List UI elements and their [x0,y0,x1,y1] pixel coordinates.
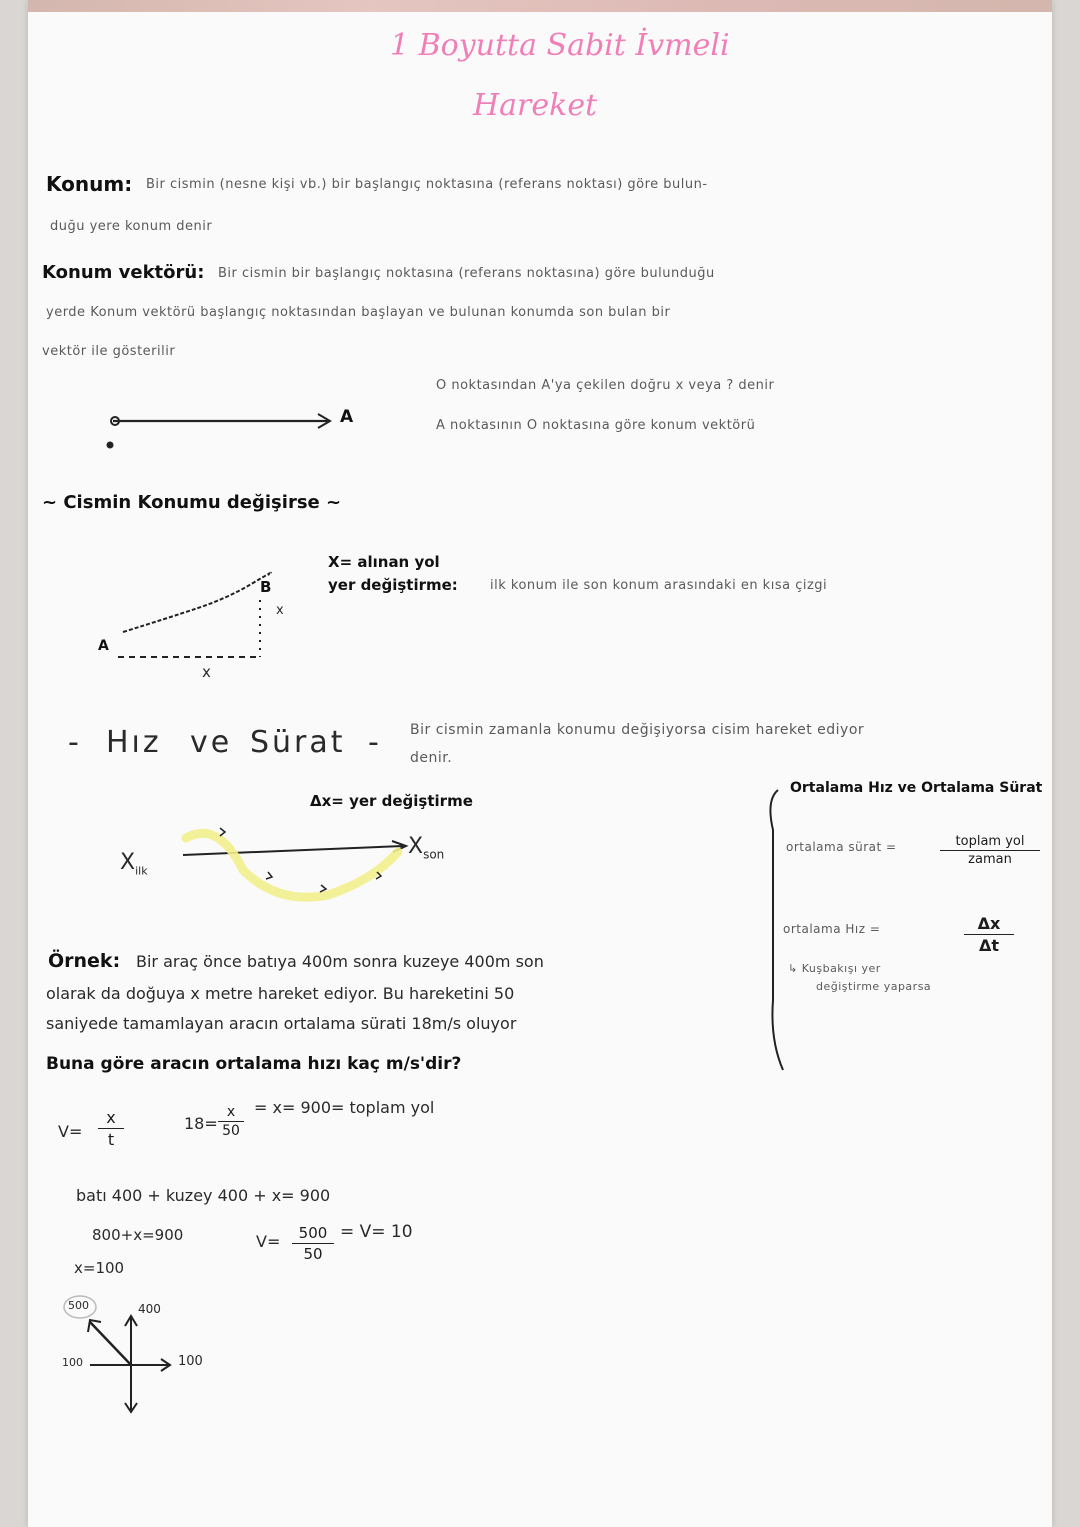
solution-v-fraction [98,1108,124,1149]
v2-denominator: 50 [303,1245,323,1263]
konum-vektoru-text-1: Bir cismin bir başlangıç noktasına (referans noktasına) göre bulunduğu [218,266,715,281]
konum-text-1: Bir cismin (nesne kişi vb.) bir başlangıç noktasına (referans noktası) göre bulun- [146,177,708,192]
vec-label-500: 500 [68,1299,89,1312]
ornek-label: Örnek: [48,950,121,972]
hiz-surat-word-3: Sürat [250,725,346,760]
x-son-sub: son [423,847,445,862]
ornek-line-3: saniyede tamamlayan aracın ortalama sürati 18m/s oluyor [46,1014,517,1033]
point-a-label: A [98,638,109,654]
ornek-question: Buna göre aracın ortalama hızı kaç m/s'dir? [46,1054,462,1074]
x-equals-text: X= alınan yol [328,553,440,571]
point-b-label: B [260,578,272,596]
yer-degistirme-label: yer değiştirme: [328,576,458,594]
page-subtitle: Hareket [473,88,598,123]
konum-vektoru-label: Konum vektörü: [42,262,205,283]
diagram-vectors [28,0,1052,1527]
v2-numerator: 500 [298,1224,328,1242]
yer-degistirme-def: ilk konum ile son konum arasındaki en kısa çizgi [490,578,828,593]
sidebox-note-2: değiştirme yaparsa [816,980,932,993]
solution-18-label: 18= [184,1114,218,1133]
yer-degistirme-heading: ~ Cismin Konumu değişirse ~ [42,492,342,513]
solution-v2-label: V= [256,1232,281,1251]
solution-line-x: x=100 [74,1259,125,1277]
x-bottom-label: x [202,663,211,681]
solution-line-sum: 800+x=900 [92,1226,184,1244]
hiz-denominator: Δt [978,936,1000,955]
page-title: 1 Boyutta Sabit İvmeli [390,28,730,63]
surat-fraction [940,834,1040,867]
konum-text-2: duğu yere konum denir [50,219,213,234]
v-denominator: t [107,1130,115,1149]
hiz-fraction [964,914,1014,955]
x-ilk-sub: ilk [135,864,148,878]
solution-line-bati: batı 400 + kuzey 400 + x= 900 [76,1186,331,1205]
v-numerator: x [106,1108,116,1127]
solution-18-fraction [218,1104,244,1139]
hiz-surat-def-2: denir. [410,750,453,766]
diagram1-end-label: A [340,407,354,427]
konum-vektoru-text-3: vektör ile gösterilir [42,344,176,359]
hiz-surat-word-2: ve [190,725,233,760]
x-ilk-label: $X_{ilk}$ [120,850,148,878]
sidebox-note-1: ↳ Kuşbakışı yer [788,962,881,975]
delta-x-label: Δx= yer değiştirme [310,792,473,810]
notebook-page [28,0,1052,1527]
ornek-line-1: Bir araç önce batıya 400m sonra kuzeye 400m son [136,952,544,971]
vec-label-100-left: 100 [62,1356,83,1369]
surat-lhs: ortalama sürat = [786,840,897,854]
ornek-line-2: olarak da doğuya x metre hareket ediyor. Bu hareketini 50 [46,984,515,1003]
surat-denominator: zaman [968,852,1012,867]
solution-v-label: V= [58,1122,83,1141]
hiz-surat-dash-2: - [368,725,382,760]
konum-vektoru-text-2: yerde Konum vektörü başlangıç noktasından başlayan ve bulunan konumda son bulan bir [46,305,671,320]
sidebox-title: Ortalama Hız ve Ortalama Sürat [790,780,1043,796]
surat-numerator: toplam yol [955,834,1025,849]
konum-label: Konum: [46,172,133,196]
hiz-surat-dash-1: - [68,725,82,760]
hiz-surat-word-1: Hız [106,725,162,760]
vec-label-400: 400 [138,1302,161,1316]
vec-label-100-right: 100 [178,1354,203,1369]
hiz-lhs: ortalama Hız = [783,922,881,936]
solution-v2-result: = V= 10 [340,1222,413,1242]
s18-numerator: x [226,1104,236,1120]
solution-v2-fraction [292,1224,334,1263]
x-son-label: $X_{son}$ [408,834,445,862]
hiz-numerator: Δx [977,914,1001,933]
diagram1-note-1: O noktasından A'ya çekilen doğru x veya ? denir [436,378,775,393]
x-side-label: x [276,603,284,618]
s18-denominator: 50 [222,1123,240,1139]
solution-toplam-yol: = x= 900= toplam yol [254,1098,435,1117]
hiz-surat-def-1: Bir cismin zamanla konumu değişiyorsa cisim hareket ediyor [410,722,865,738]
diagram1-note-2: A noktasının O noktasına göre konum vektörü [436,418,756,433]
